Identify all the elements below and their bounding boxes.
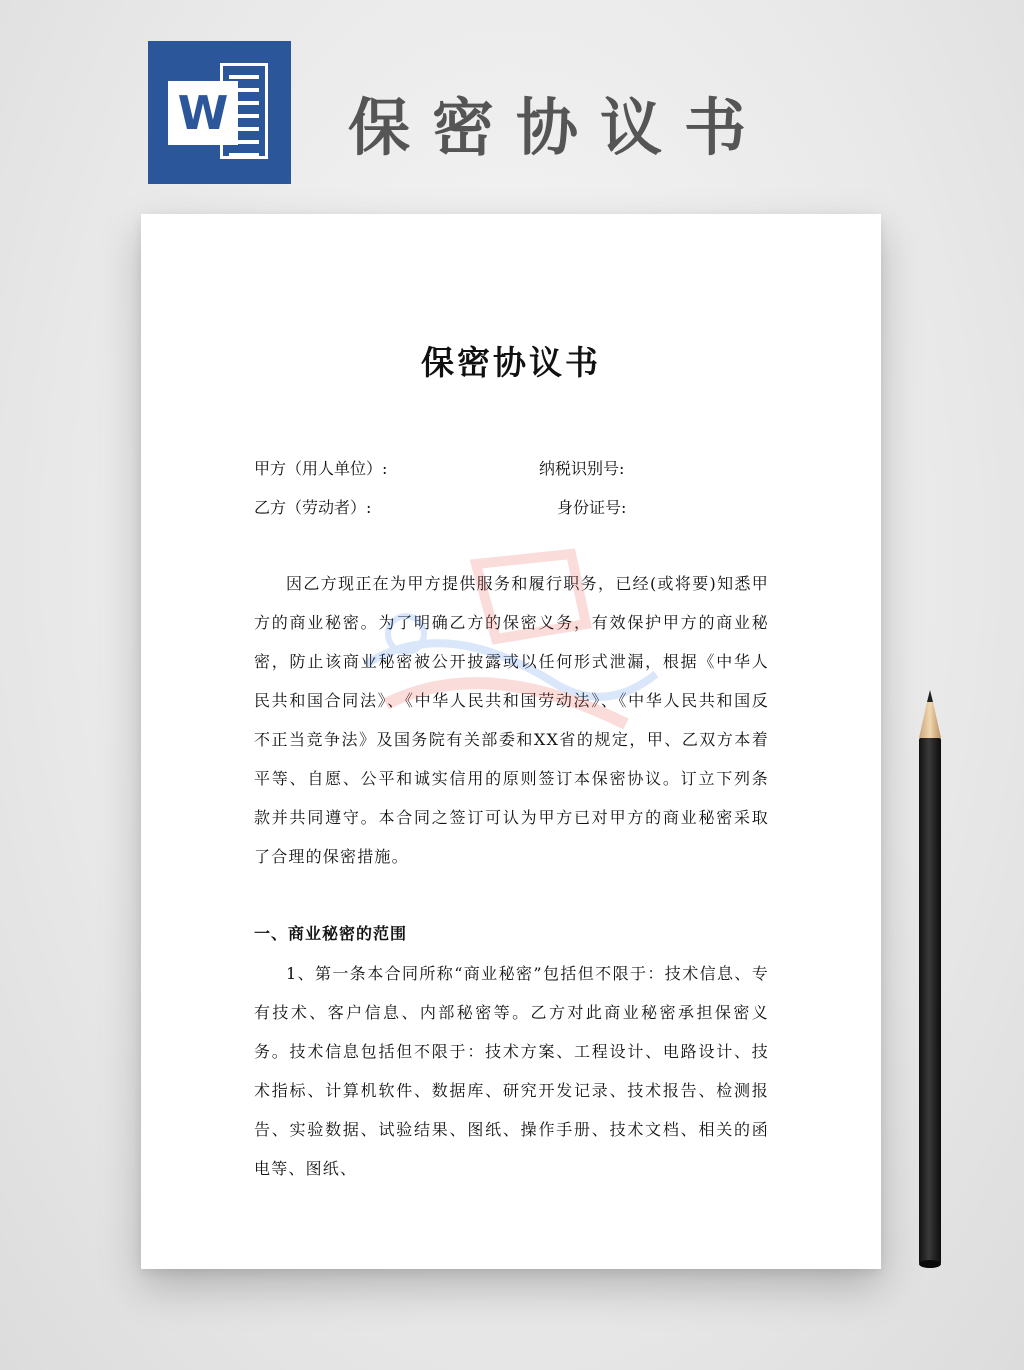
tax-id-label: 纳税识别号: — [539, 459, 625, 478]
section-paragraph: 1、第一条本合同所称“商业秘密”包括但不限于：技术信息、专有技术、客户信息、内部秘密等。乙方对此商业秘密承担保密义务。技术信息包括但不限于：技术方案、工程设计、电路设计、技术指标、计算机软件、数据库、研究开发记录、技术报告、检测报告、实验数据、试验结果、图纸、操作手册、技术文档、相关的函电等、图纸、 — [254, 964, 769, 1178]
word-letter: W — [168, 81, 238, 145]
party-a-label: 甲方（用人单位）: — [254, 459, 388, 478]
word-logo-icon — [148, 41, 291, 184]
header-title: 保密协议书 — [348, 91, 769, 164]
section-heading: 一、商业秘密的范围 — [254, 924, 408, 943]
intro-paragraph: 因乙方现正在为甲方提供服务和履行职务，已经(或将要)知悉甲方的商业秘密。为了明确乙方的保密义务，有效保护甲方的商业秘密，防止该商业秘密被公开披露或以任何形式泄漏，根据《中华人民共和国合同法》、《中华人民共和国劳动法》、《中华人民共和国反不正当竞争法》及国务院有关部委和XX省的规定，甲、乙双方本着平等、自愿、公平和诚实信用的原则签订本保密协议。订立下列条款并共同遵守。本合同之签订可认为甲方已对甲方的商业秘密采取了合理的保密措施。 — [254, 574, 769, 866]
id-card-label: 身份证号: — [557, 498, 627, 517]
pencil-icon — [910, 690, 950, 1270]
document-title: 保密协议书 — [421, 343, 601, 382]
document-page — [141, 214, 881, 1269]
party-b-label: 乙方（劳动者）: — [254, 498, 372, 517]
